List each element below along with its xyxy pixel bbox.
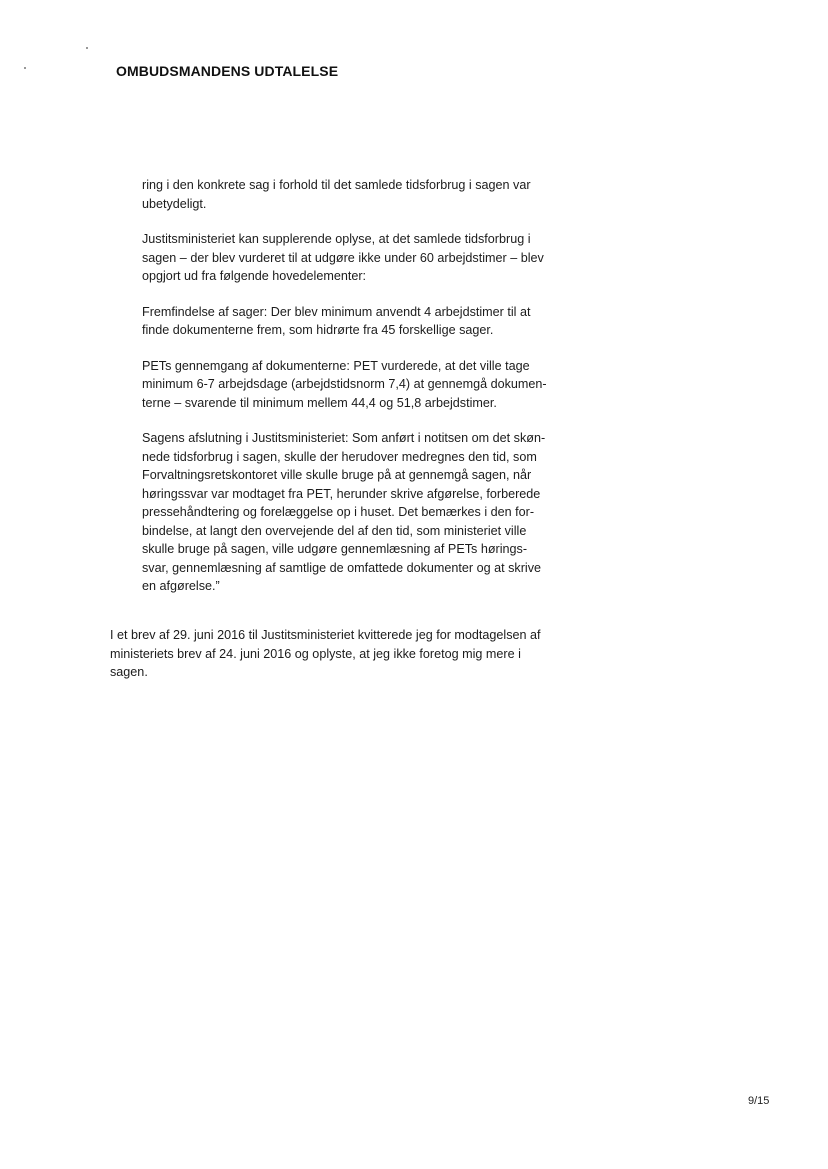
text-line: sagen. [110, 665, 148, 679]
text-line: pressehåndtering og forelæggelse op i huset. Det bemærkes i den for- [142, 505, 535, 519]
scan-speck [86, 47, 88, 49]
scan-speck [24, 67, 26, 69]
text-line: terne – svarende til minimum mellem 44,4 og 51,8 arbejdstimer. [142, 395, 497, 410]
quote-paragraph-3 [142, 303, 590, 340]
text-line: sagen – der blev vurderet til at udgøre ikke under 60 arbejdstimer – blev [142, 250, 544, 265]
text-line: Fremfindelse af sager: Der blev minimum anvendt 4 arbejdstimer til at [142, 304, 531, 319]
text-line: ring i den konkrete sag i forhold til det samlede tidsforbrug i sagen var [142, 178, 531, 192]
text-line: ubetydeligt. [142, 196, 207, 211]
quote-paragraph-5 [142, 429, 590, 596]
body-section [110, 626, 590, 682]
page-number: 9/15 [748, 1095, 770, 1107]
text-line: Justitsministeriet kan supplerende oplyse, at det samlede tidsforbrug i [142, 232, 531, 246]
text-line: svar, gennemlæsning af samtlige de omfattede dokumenter og at skrive [142, 560, 542, 575]
text-line: minimum 6-7 arbejdsdage (arbejdstidsnorm 7,4) at gennemgå dokumen- [142, 377, 547, 391]
text-line: opgjort ud fra følgende hovedelementer: [142, 269, 367, 283]
text-line: ministeriets brev af 24. juni 2016 og oplyste, at jeg ikke foretog mig mere i [110, 646, 521, 661]
text-line: finde dokumenterne frem, som hidrørte fra 45 forskellige sager. [142, 323, 494, 337]
text-line: bindelse, at langt den overvejende del af den tid, som ministeriet ville [142, 523, 527, 538]
text-line: Forvaltningsretskontoret ville skulle bruge på at gennemgå sagen, når [142, 468, 532, 482]
text-line: en afgørelse.” [142, 579, 220, 593]
quote-paragraph-2 [142, 230, 590, 286]
quote-paragraph-4 [142, 357, 590, 413]
text-line: høringssvar var modtaget fra PET, herunder skrive afgørelse, forberede [142, 486, 541, 501]
page-header-title: OMBUDSMANDENS UDTALELSE [116, 63, 339, 79]
body-paragraph-1 [110, 626, 590, 682]
text-line: Sagens afslutning i Justitsministeriet: Som anført i notitsen om det skøn- [142, 431, 546, 445]
text-line: PETs gennemgang af dokumenterne: PET vurderede, at det ville tage [142, 358, 530, 373]
quoted-statement [142, 176, 590, 613]
text-line: nede tidsforbrug i sagen, skulle der herudover medregnes den tid, som [142, 449, 537, 464]
text-line: skulle bruge på sagen, ville udgøre gennemlæsning af PETs hørings- [142, 542, 528, 556]
text-line: I et brev af 29. juni 2016 til Justitsministeriet kvitterede jeg for modtagelsen af [110, 628, 541, 642]
quote-paragraph-1 [142, 176, 590, 213]
